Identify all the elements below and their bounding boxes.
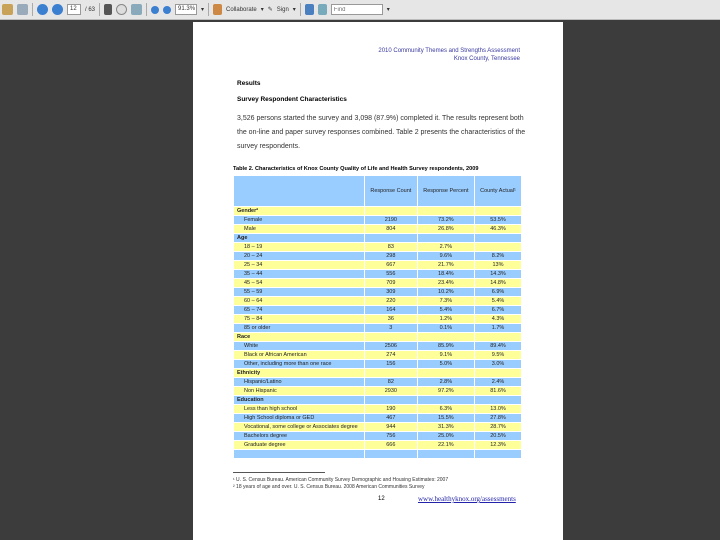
table-row: [234, 252, 521, 260]
cell-value: 666: [365, 441, 417, 449]
fit-page-icon[interactable]: [318, 4, 327, 15]
cell-value: 6.3%: [418, 405, 474, 413]
table-caption: Table 2. Characteristics of Knox County Quality of Life and Health Survey respondents, 2009: [233, 166, 479, 172]
zoom-input[interactable]: 91.3%: [175, 4, 197, 15]
subsection-heading: Survey Respondent Characteristics: [237, 96, 347, 103]
cell-value: 1.7%: [475, 324, 521, 332]
cell-value: [475, 243, 521, 251]
cell-value: [365, 333, 417, 341]
cell-value: 13%: [475, 261, 521, 269]
characteristics-table: [233, 175, 522, 459]
cell-value: [365, 234, 417, 242]
table-row: [234, 297, 521, 305]
pen-icon: ✎: [267, 7, 273, 13]
cell-value: 8.2%: [475, 252, 521, 260]
chevron-down-icon: ▾: [260, 7, 264, 13]
header-title: 2010 Community Themes and Strengths Assessment: [378, 48, 520, 54]
table-row: [234, 315, 521, 323]
cell-value: 21.7%: [418, 261, 474, 269]
table-row: [234, 243, 521, 251]
chevron-down-icon: ▾: [292, 7, 296, 13]
cell-value: 756: [365, 432, 417, 440]
separator: [32, 3, 33, 16]
row-label: [234, 450, 364, 458]
cell-value: 2.4%: [475, 378, 521, 386]
cell-value: 709: [365, 279, 417, 287]
row-label: 85 or older: [234, 324, 364, 332]
table-row: [234, 360, 521, 368]
paragraph: 3,526 persons started the survey and 3,098 (87.9%) completed it. The results represent both the on-line and paper survey responses combined. Table 2 presents the characteristics of the survey respondents.: [237, 115, 526, 150]
cell-value: 667: [365, 261, 417, 269]
cell-value: 85.9%: [418, 342, 474, 350]
cell-value: 9.5%: [475, 351, 521, 359]
cell-value: [365, 369, 417, 377]
row-label: Vocational, some college or Associates degree: [234, 423, 364, 431]
save-icon[interactable]: [305, 4, 314, 15]
cell-value: 944: [365, 423, 417, 431]
cell-value: 27.8%: [475, 414, 521, 422]
cell-value: 467: [365, 414, 417, 422]
column-header: Response Percent: [418, 176, 474, 206]
cell-value: 31.3%: [418, 423, 474, 431]
cell-value: 2930: [365, 387, 417, 395]
find-input[interactable]: [331, 4, 383, 15]
previous-page-icon[interactable]: [37, 4, 48, 15]
row-label: Other, including more than one race: [234, 360, 364, 368]
row-label: Age: [234, 234, 364, 242]
table-row: [234, 306, 521, 314]
cell-value: 2.8%: [418, 378, 474, 386]
document-page: [193, 22, 563, 540]
row-label: Bachelors degree: [234, 432, 364, 440]
cell-value: [418, 333, 474, 341]
row-label: 60 – 64: [234, 297, 364, 305]
table-row: [234, 234, 521, 242]
zoom-dropdown-icon[interactable]: ▾: [201, 7, 205, 13]
row-label: Hispanic/Latino: [234, 378, 364, 386]
cell-value: 2506: [365, 342, 417, 350]
row-label: White: [234, 342, 364, 350]
table-row: [234, 270, 521, 278]
cell-value: 18.4%: [418, 270, 474, 278]
separator: [146, 3, 147, 16]
cell-value: 12.3%: [475, 441, 521, 449]
row-label: 55 – 59: [234, 288, 364, 296]
cell-value: [475, 369, 521, 377]
cell-value: 5.4%: [418, 306, 474, 314]
collaborate-icon: [213, 4, 222, 15]
zoom-out-icon[interactable]: [151, 6, 159, 14]
cell-value: 6.9%: [475, 288, 521, 296]
footnote-1: ¹ U. S. Census Bureau. American Community Survey Demographic and Housing Estimates: 2007: [233, 477, 449, 483]
page-header: [378, 47, 520, 63]
cell-value: [365, 207, 417, 215]
table-row: [234, 432, 521, 440]
cell-value: 26.8%: [418, 225, 474, 233]
select-tool-icon[interactable]: [104, 4, 112, 15]
cell-value: 309: [365, 288, 417, 296]
find-dropdown-icon[interactable]: ▾: [386, 7, 390, 13]
cell-value: [475, 234, 521, 242]
separator: [99, 3, 100, 16]
row-label: 75 – 84: [234, 315, 364, 323]
cell-value: 156: [365, 360, 417, 368]
table-row: [234, 225, 521, 233]
cell-value: 9.1%: [418, 351, 474, 359]
row-label: Female: [234, 216, 364, 224]
cell-value: [418, 207, 474, 215]
cell-value: [418, 369, 474, 377]
cell-value: [418, 234, 474, 242]
cell-value: [365, 450, 417, 458]
table-row: [234, 207, 521, 215]
cell-value: [475, 396, 521, 404]
table-row: [234, 414, 521, 422]
cell-value: [365, 396, 417, 404]
cell-value: 13.0%: [475, 405, 521, 413]
cell-value: 7.3%: [418, 297, 474, 305]
cell-value: 97.2%: [418, 387, 474, 395]
table-row: [234, 423, 521, 431]
next-page-icon[interactable]: [52, 4, 63, 15]
table-row: [234, 342, 521, 350]
row-label: Non Hispanic: [234, 387, 364, 395]
table-row: [234, 369, 521, 377]
sign-button[interactable]: Sign: [276, 6, 289, 13]
cell-value: 9.6%: [418, 252, 474, 260]
collaborate-button[interactable]: Collaborate: [226, 6, 257, 13]
row-label: 65 – 74: [234, 306, 364, 314]
cell-value: [418, 450, 474, 458]
cell-value: [475, 450, 521, 458]
table-row: [234, 351, 521, 359]
zoom-in-icon[interactable]: [163, 6, 171, 14]
print-icon[interactable]: [2, 4, 13, 15]
column-header: Response Count: [365, 176, 417, 206]
footnote-divider: [233, 472, 325, 473]
row-label: Less than high school: [234, 405, 364, 413]
row-label: Male: [234, 225, 364, 233]
table-row: [234, 441, 521, 449]
email-icon[interactable]: [17, 4, 28, 15]
cell-value: 15.5%: [418, 414, 474, 422]
row-label: Gender²: [234, 207, 364, 215]
cell-value: [475, 207, 521, 215]
section-heading: Results: [237, 80, 261, 87]
table-row: [234, 216, 521, 224]
cell-value: 20.5%: [475, 432, 521, 440]
column-header: County Actual¹: [475, 176, 521, 206]
cell-value: [418, 396, 474, 404]
footnote-2: ² 18 years of age and over. U. S. Census Bureau. 2008 American Communities Survey: [233, 484, 425, 490]
page-total: / 63: [85, 6, 96, 13]
table-row: [234, 396, 521, 404]
cell-value: 0.1%: [418, 324, 474, 332]
cell-value: 14.8%: [475, 279, 521, 287]
cell-value: 5.0%: [418, 360, 474, 368]
cell-value: 220: [365, 297, 417, 305]
cell-value: 3: [365, 324, 417, 332]
cell-value: 190: [365, 405, 417, 413]
cell-value: 2.7%: [418, 243, 474, 251]
cell-value: 4.3%: [475, 315, 521, 323]
cell-value: 274: [365, 351, 417, 359]
separator: [300, 3, 301, 16]
cell-value: 164: [365, 306, 417, 314]
table-row: [234, 333, 521, 341]
page-number-input[interactable]: 12: [67, 4, 81, 15]
cell-value: 298: [365, 252, 417, 260]
cell-value: 1.2%: [418, 315, 474, 323]
cell-value: 36: [365, 315, 417, 323]
cell-value: 14.3%: [475, 270, 521, 278]
table-row: [234, 279, 521, 287]
cell-value: 5.4%: [475, 297, 521, 305]
cell-value: 6.7%: [475, 306, 521, 314]
cell-value: 3.0%: [475, 360, 521, 368]
cell-value: 81.6%: [475, 387, 521, 395]
cell-value: 23.4%: [418, 279, 474, 287]
row-label: Graduate degree: [234, 441, 364, 449]
cell-value: 82: [365, 378, 417, 386]
separator: [208, 3, 209, 16]
row-label: High School diploma or GED: [234, 414, 364, 422]
row-label: 25 – 34: [234, 261, 364, 269]
table-row: [234, 378, 521, 386]
table-row: [234, 405, 521, 413]
table-header-row: [234, 176, 521, 206]
table-row: [234, 324, 521, 332]
website-link[interactable]: www.healthyknox.org/assessments: [418, 495, 516, 503]
cell-value: 22.1%: [418, 441, 474, 449]
column-header: [234, 176, 364, 206]
cell-value: 804: [365, 225, 417, 233]
cell-value: 46.3%: [475, 225, 521, 233]
cell-value: 83: [365, 243, 417, 251]
row-label: 45 – 54: [234, 279, 364, 287]
header-location: Knox County, Tennessee: [453, 56, 520, 62]
row-label: 18 – 19: [234, 243, 364, 251]
toolbar: [0, 0, 720, 20]
table-row: [234, 261, 521, 269]
cell-value: 53.5%: [475, 216, 521, 224]
hand-tool-icon[interactable]: [116, 4, 127, 15]
table-row: [234, 387, 521, 395]
cell-value: 10.2%: [418, 288, 474, 296]
cell-value: 25.0%: [418, 432, 474, 440]
table-row: [234, 288, 521, 296]
row-label: Black or African American: [234, 351, 364, 359]
table-row: [234, 450, 521, 458]
row-label: Race: [234, 333, 364, 341]
cell-value: 73.2%: [418, 216, 474, 224]
row-label: Ethnicity: [234, 369, 364, 377]
row-label: 35 – 44: [234, 270, 364, 278]
row-label: 20 – 24: [234, 252, 364, 260]
cell-value: 2190: [365, 216, 417, 224]
marquee-zoom-icon[interactable]: [131, 4, 142, 15]
page-number: 12: [378, 496, 385, 502]
cell-value: 28.7%: [475, 423, 521, 431]
cell-value: 556: [365, 270, 417, 278]
cell-value: 89.4%: [475, 342, 521, 350]
cell-value: [475, 333, 521, 341]
row-label: Education: [234, 396, 364, 404]
